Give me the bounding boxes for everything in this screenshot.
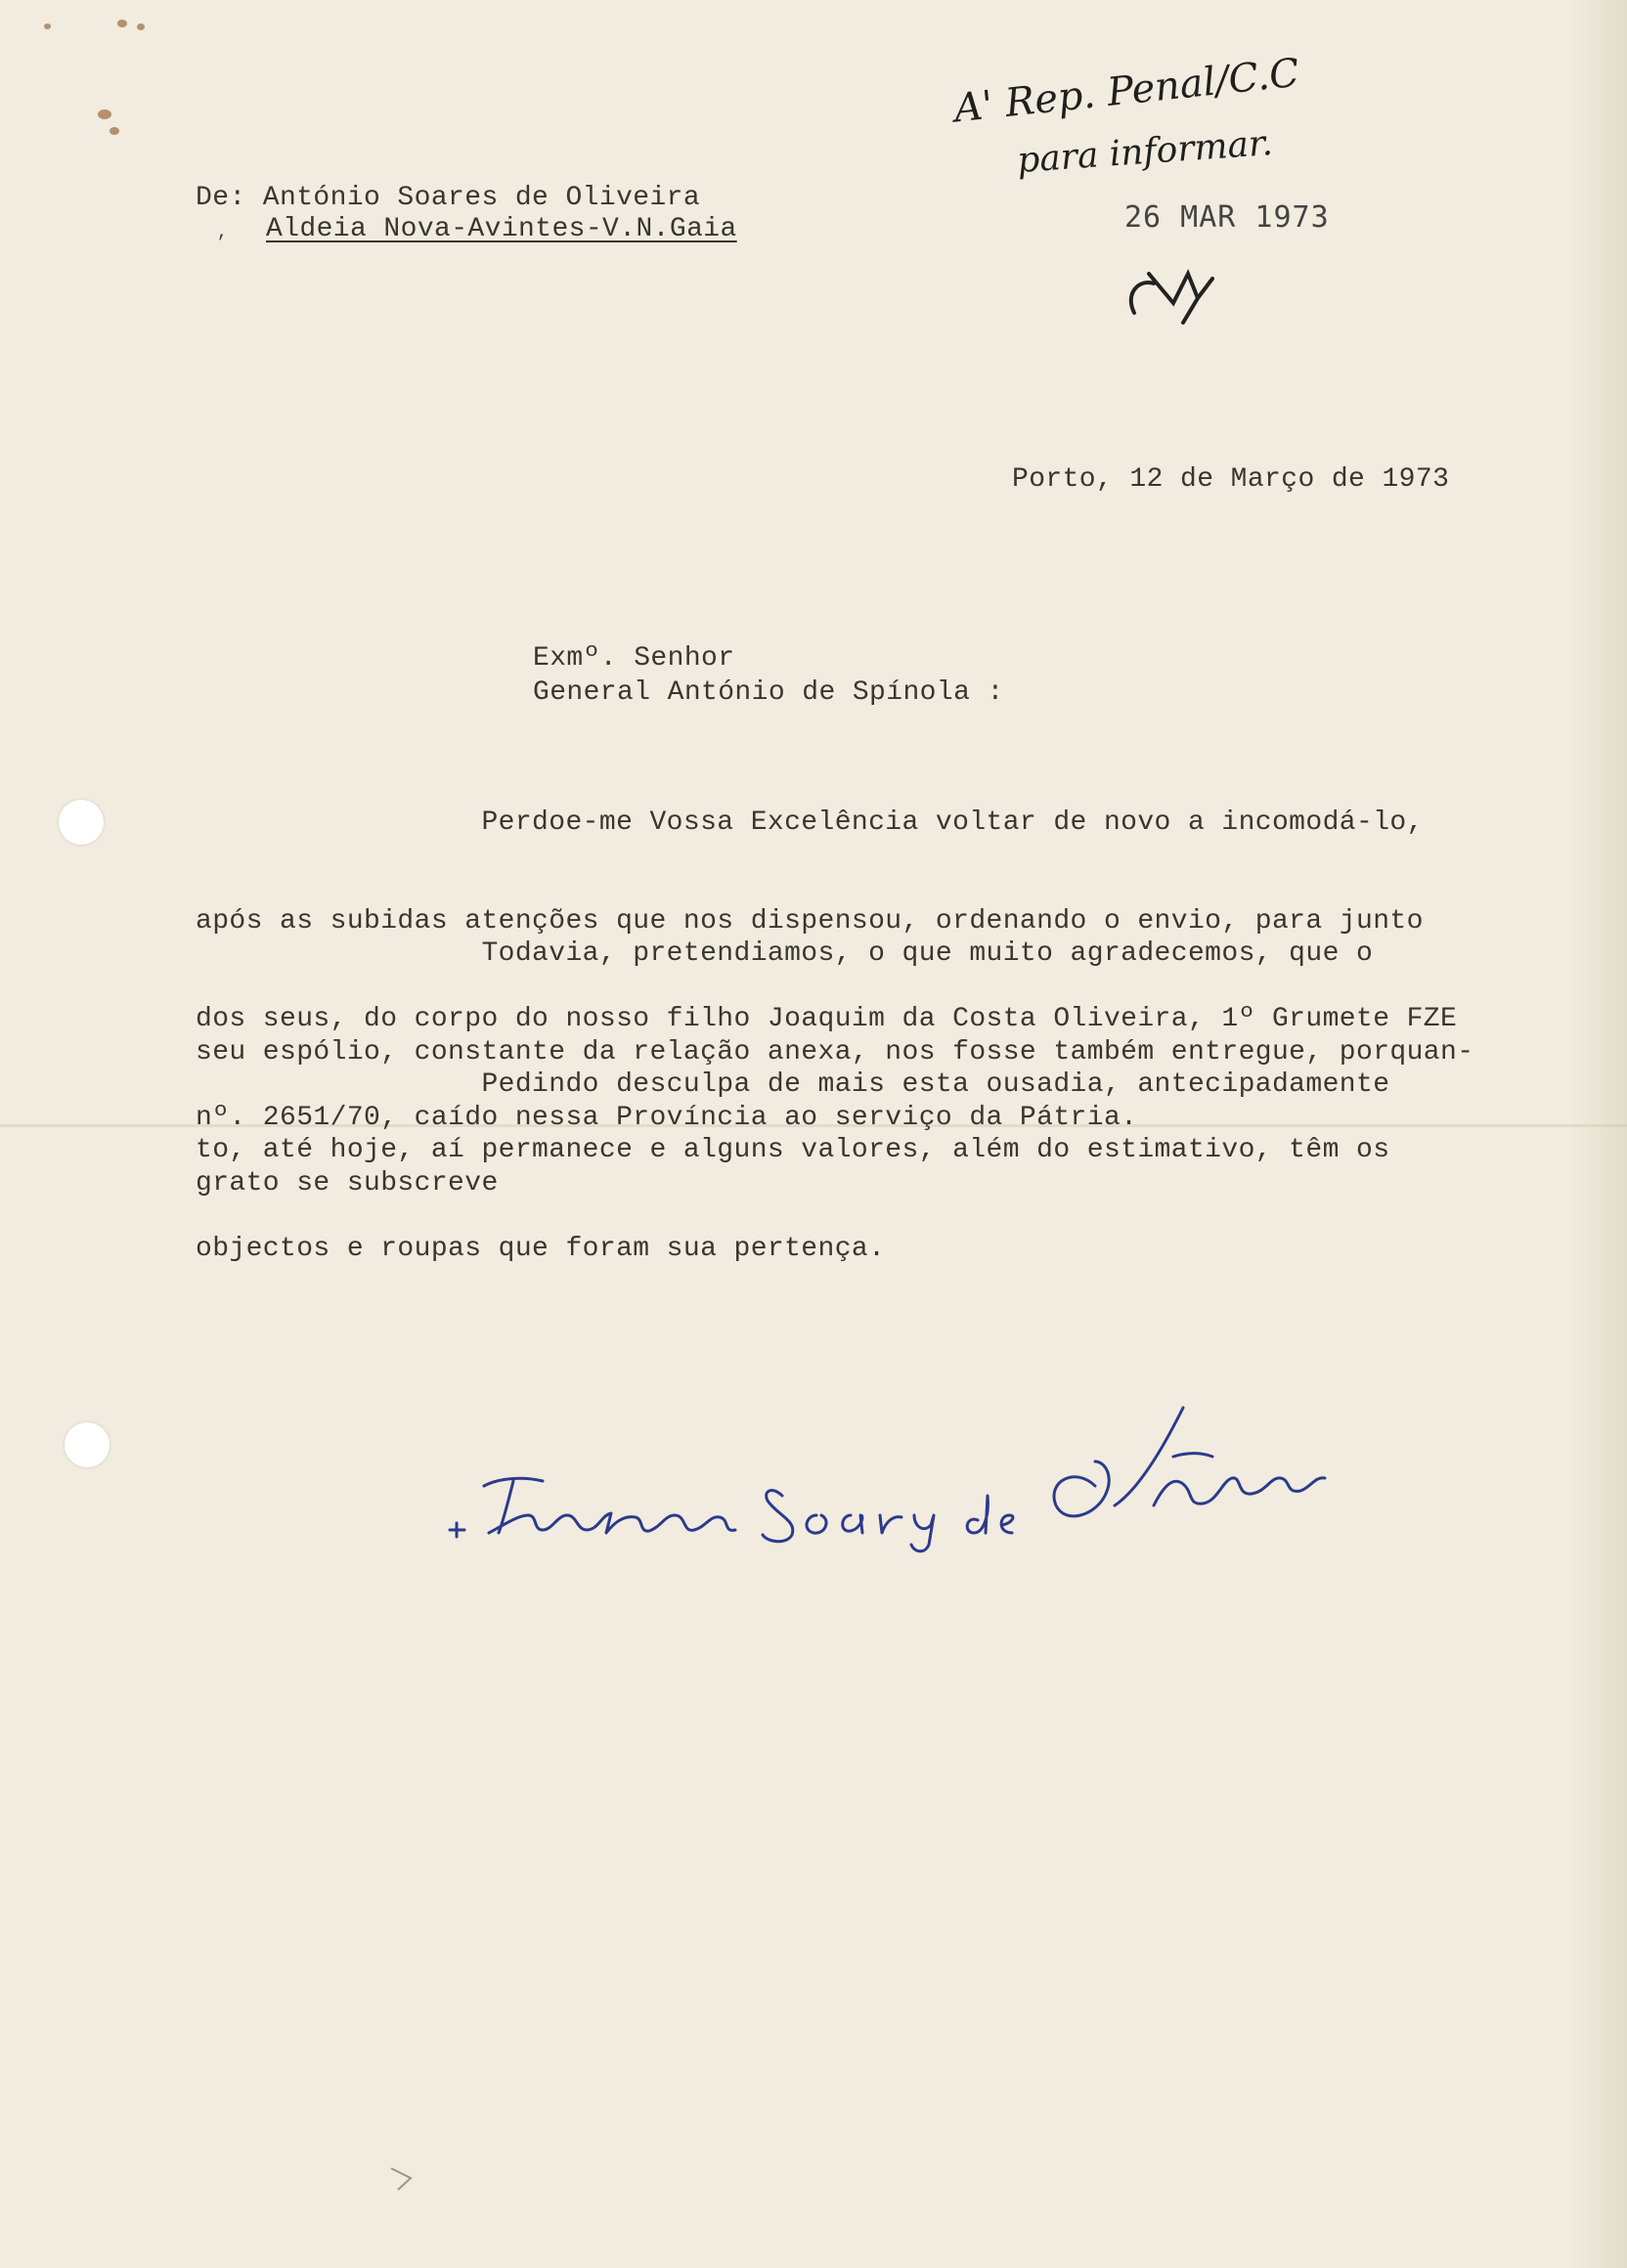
- sender-address-line: Aldeia Nova-Avintes-V.N.Gaia: [266, 214, 737, 244]
- body-line: Perdoe-me Vossa Excelência voltar de novo a incomodá-lo,: [196, 807, 1424, 838]
- body-line: dos seus, do corpo do nosso filho Joaquim da Costa Oliveira, 1º Grumete FZE: [196, 1004, 1458, 1034]
- sender-name-line: De: António Soares de Oliveira: [196, 183, 701, 213]
- rust-stain: [110, 127, 119, 135]
- body-line: após as subidas atenções que nos dispensou, ordenando o envio, para junto: [196, 905, 1424, 937]
- body-line: to, até hoje, aí permanece e alguns valores, além do estimativo, têm os: [196, 1135, 1390, 1165]
- paper-edge-shadow: [1568, 0, 1627, 2268]
- rust-stain: [98, 109, 111, 119]
- rust-stain: [117, 20, 127, 27]
- letter-date: Porto, 12 de Março de 1973: [1012, 464, 1450, 495]
- body-line: Pedindo desculpa de mais esta ousadia, antecipadamente: [196, 1069, 1390, 1100]
- initials-mark: [1115, 244, 1232, 332]
- body-line: seu espólio, constante da relação anexa, nos fosse também entregue, porquan-: [196, 1036, 1474, 1068]
- body-line: grato se subscreve: [196, 1167, 499, 1199]
- handwritten-signature: [430, 1369, 1408, 1564]
- bullet-mark: ,: [217, 223, 229, 242]
- body-line: objectos e roupas que foram sua pertença.: [196, 1233, 886, 1264]
- annotation-line-1: A' Rep. Penal/C.C: [951, 50, 1302, 132]
- body-line: Todavia, pretendiamos, o que muito agradecemos, que o: [196, 938, 1374, 969]
- punch-hole-top: [59, 800, 104, 845]
- received-date-stamp: 26 MAR 1973: [1124, 200, 1330, 235]
- punch-hole-bottom: [65, 1422, 110, 1467]
- salutation-line: Exmº. Senhor: [533, 643, 735, 674]
- annotation-line-2: para informar.: [1015, 122, 1274, 182]
- rust-stain: [44, 23, 51, 29]
- addressee-name-line: General António de Spínola :: [533, 677, 1004, 708]
- body-paragraph-3: [196, 1003, 1389, 1265]
- rust-stain: [137, 23, 145, 30]
- stray-pencil-mark: [386, 2160, 425, 2200]
- body-line: nº. 2651/70, caído nessa Província ao serviço da Pátria.: [196, 1102, 1138, 1133]
